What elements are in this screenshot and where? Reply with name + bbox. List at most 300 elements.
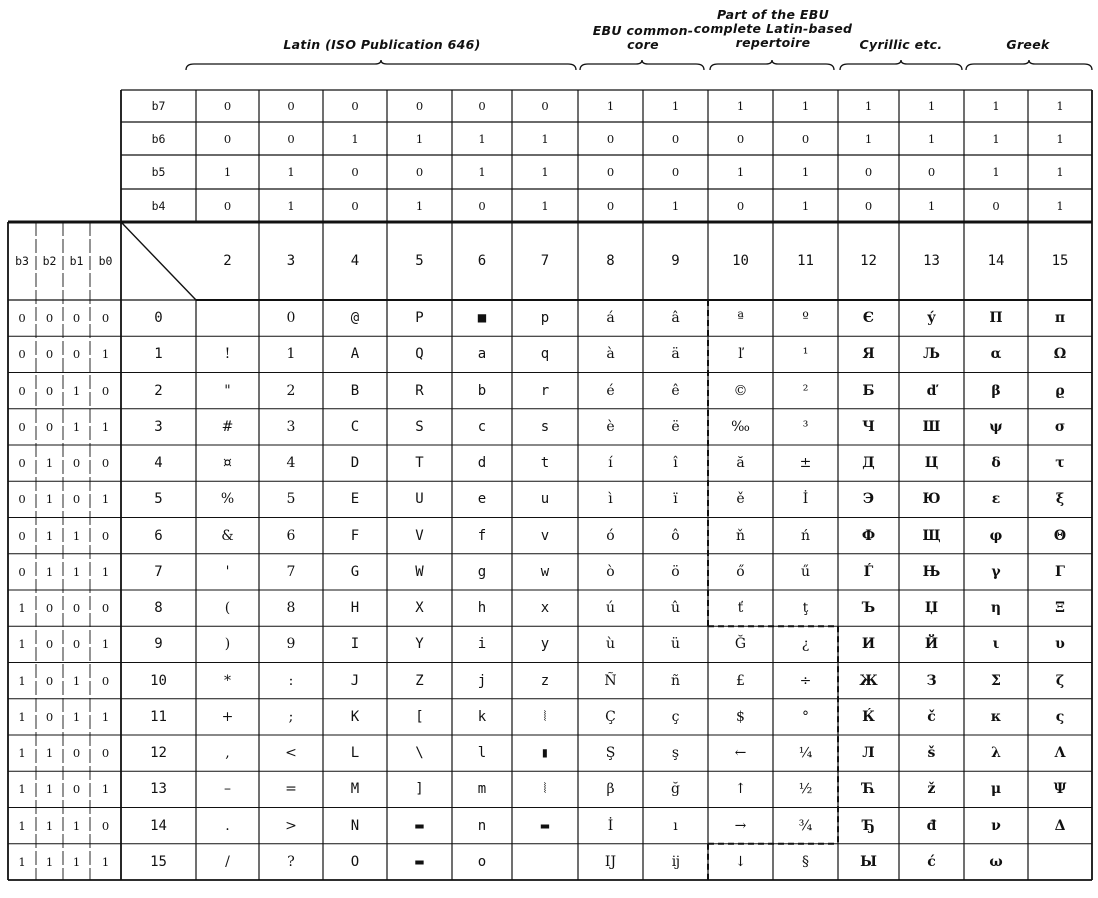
glyph-cell: Z	[415, 672, 424, 689]
glyph-cell: đ	[926, 817, 937, 834]
row-bit-value: 0	[18, 419, 26, 434]
row-bit-value: 1	[72, 419, 81, 434]
col-bit-value: 1	[992, 131, 1000, 146]
glyph-cell: H	[350, 600, 360, 617]
glyph-cell: Ñ	[604, 672, 617, 689]
col-bit-value: 0	[671, 131, 680, 146]
row-bit-value: 1	[18, 709, 26, 724]
glyph-cell: "	[224, 382, 231, 399]
glyph-cell: 7	[286, 563, 296, 580]
col-bit-value: 1	[351, 131, 359, 146]
row-number: 11	[150, 708, 167, 725]
glyph-cell: Θ	[1053, 527, 1067, 544]
group-header-latin: Latin (ISO Publication 646)	[283, 37, 481, 52]
row-bit-value: 0	[45, 601, 54, 616]
column-number: 7	[540, 253, 550, 269]
row-bit-value: 1	[18, 637, 26, 652]
glyph-cell	[1028, 844, 1092, 880]
row-bit-value: 0	[72, 492, 81, 507]
glyph-cell: ¾	[798, 817, 813, 834]
column-number: 13	[923, 253, 940, 269]
glyph-cell: t	[540, 455, 550, 472]
glyph-cell: *	[224, 672, 231, 689]
glyph-cell: Д	[862, 455, 875, 472]
glyph-cell: '	[225, 563, 230, 580]
glyph-cell: φ	[989, 527, 1003, 544]
glyph-cell: M	[350, 781, 360, 798]
glyph-cell: ³	[802, 418, 809, 435]
glyph-cell: /	[225, 853, 230, 870]
col-bit-value: 0	[478, 99, 486, 113]
row-bit-value: 1	[101, 709, 110, 724]
col-bit-value: 1	[1056, 165, 1064, 179]
glyph-cell: β	[606, 781, 615, 798]
glyph-cell: ç	[671, 708, 680, 725]
col-bit-value: 0	[992, 198, 1000, 213]
glyph-cell: ■	[477, 310, 487, 327]
glyph-cell: ò	[606, 563, 615, 580]
glyph-cell: è	[606, 418, 615, 435]
row-bit-value: 0	[18, 564, 26, 579]
glyph-cell: ı	[673, 817, 678, 834]
col-bit-value: 1	[864, 131, 873, 146]
glyph-cell: §	[802, 853, 809, 870]
glyph-cell: f	[477, 527, 487, 544]
col-bit-value: 0	[671, 165, 680, 179]
group-header-ebu-common-core: EBU common-core	[592, 23, 694, 52]
glyph-cell: ↓	[734, 853, 747, 870]
row-bit-value: 1	[45, 456, 54, 471]
glyph-cell: B	[350, 382, 360, 399]
row-bit-value: 0	[72, 347, 81, 362]
col-bit-value: 1	[478, 165, 486, 179]
glyph-cell: S	[415, 418, 424, 435]
row-bit-value: 0	[72, 746, 81, 761]
glyph-cell: –	[224, 781, 231, 798]
col-bit-value: 1	[223, 165, 232, 179]
glyph-cell: κ	[990, 708, 1002, 725]
glyph-cell: >	[285, 817, 297, 834]
glyph-cell: σ	[1054, 418, 1066, 435]
glyph-cell: ¼	[798, 745, 813, 762]
glyph-cell: ì	[608, 491, 613, 508]
glyph-cell: →	[734, 817, 747, 834]
glyph-cell: Π	[989, 310, 1003, 327]
glyph-cell: Л	[862, 745, 875, 762]
row-bit-value: 1	[101, 637, 110, 652]
row-number: 15	[150, 853, 167, 870]
row-bit-value: 1	[18, 818, 26, 833]
glyph-cell: ⦚	[543, 708, 547, 725]
glyph-cell: ,	[225, 745, 230, 762]
row-number: 10	[150, 672, 167, 689]
glyph-cell: V	[415, 527, 424, 544]
row-bit-value: 0	[72, 456, 81, 471]
row-bit-value: 0	[101, 528, 110, 543]
row-bit-value: 0	[72, 601, 81, 616]
glyph-cell: Ж	[859, 672, 878, 689]
glyph-cell: ι	[992, 636, 1000, 653]
row-bit-value: 1	[101, 854, 110, 869]
glyph-cell: ĳ	[671, 853, 680, 870]
row-number: 6	[154, 527, 163, 544]
col-bit-value: 1	[864, 99, 873, 113]
glyph-cell: ş	[671, 745, 680, 762]
glyph-cell: 6	[286, 527, 296, 544]
row-number: 12	[150, 745, 167, 762]
glyph-cell: υ	[1055, 636, 1065, 653]
row-bit-value: 0	[45, 637, 54, 652]
glyph-cell: u	[540, 491, 550, 508]
glyph-cell: ő	[736, 563, 745, 580]
glyph-cell: Ц	[924, 455, 939, 472]
glyph-cell: K	[350, 708, 360, 725]
row-bit-value: 0	[101, 456, 110, 471]
row-bit-value: 1	[101, 782, 110, 797]
col-bit-value: 1	[541, 198, 549, 213]
col-bit-value: 1	[287, 165, 295, 179]
row-bit-value: 0	[45, 709, 54, 724]
col-bit-value: 1	[541, 165, 549, 179]
col-bit-value: 1	[992, 165, 1000, 179]
col-bit-value: 1	[1056, 99, 1064, 113]
col-bit-value: 0	[478, 198, 486, 213]
glyph-cell: ü	[670, 636, 681, 653]
glyph-cell: ▬	[540, 817, 550, 834]
glyph-cell: C	[350, 418, 360, 435]
column-number: 6	[477, 253, 487, 269]
row-number: 9	[154, 636, 163, 653]
glyph-cell: r	[540, 382, 550, 399]
row-bit-value: 0	[72, 782, 81, 797]
glyph-cell: d	[477, 455, 487, 472]
glyph-cell: â	[671, 310, 680, 327]
row-bit-value: 1	[18, 782, 26, 797]
glyph-cell: Ш	[922, 418, 941, 435]
glyph-cell: ϱ	[1055, 382, 1065, 399]
glyph-cell: Ђ	[862, 817, 875, 834]
glyph-cell: Σ	[991, 672, 1001, 689]
row-number: 14	[150, 817, 167, 834]
glyph-cell: w	[540, 563, 550, 580]
glyph-cell: q	[540, 346, 550, 363]
glyph-cell: И	[861, 636, 876, 653]
row-bit-label: b3	[15, 254, 29, 268]
glyph-cell: D	[350, 455, 360, 472]
glyph-cell: $	[736, 708, 745, 725]
col-bit-value: 0	[736, 131, 745, 146]
glyph-cell: J	[350, 672, 360, 689]
glyph-cell: β	[991, 382, 1001, 399]
glyph-cell: 2	[286, 382, 296, 399]
glyph-cell: º	[802, 310, 809, 327]
column-number: 14	[987, 253, 1005, 269]
col-bit-value: 0	[223, 198, 232, 213]
col-bit-value: 0	[864, 198, 873, 213]
glyph-cell: η	[990, 600, 1002, 617]
glyph-cell: T	[415, 455, 424, 472]
col-bit-value: 0	[927, 165, 936, 179]
glyph-cell: .	[225, 817, 230, 834]
glyph-cell: 8	[286, 600, 296, 617]
col-bit-value: 1	[801, 99, 810, 113]
glyph-cell: \	[415, 745, 424, 762]
glyph-cell: ©	[733, 382, 748, 399]
glyph-cell: ť	[737, 600, 744, 617]
glyph-cell: Ф	[861, 527, 876, 544]
glyph-cell: ď	[926, 382, 937, 399]
glyph-cell: γ	[991, 563, 1001, 580]
col-bit-value: 0	[864, 165, 873, 179]
row-bit-value: 1	[101, 492, 110, 507]
col-bit-value: 0	[415, 99, 424, 113]
row-bit-value: 1	[72, 564, 81, 579]
row-bit-value: 1	[45, 528, 54, 543]
col-bit-value: 1	[736, 165, 745, 179]
glyph-cell: Ψ	[1053, 781, 1067, 798]
column-number: 15	[1051, 253, 1069, 269]
glyph-cell: =	[285, 781, 297, 798]
group-brace	[840, 60, 962, 70]
glyph-cell: #	[221, 418, 234, 435]
row-bit-value: 1	[45, 746, 54, 761]
row-bit-value: 1	[45, 818, 54, 833]
col-bit-value: 0	[606, 165, 615, 179]
glyph-cell: Џ	[924, 600, 939, 617]
glyph-cell: Я	[862, 346, 875, 363]
column-number: 11	[797, 253, 814, 269]
glyph-cell: α	[990, 346, 1002, 363]
row-bit-value: 0	[45, 347, 54, 362]
glyph-cell: ô	[671, 527, 680, 544]
row-bit-value: 1	[72, 854, 81, 869]
glyph-cell: ς	[1055, 708, 1065, 725]
row-bit-value: 0	[101, 818, 110, 833]
glyph-cell: U	[415, 491, 424, 508]
row-bit-value: 0	[18, 311, 26, 326]
glyph-cell: ù	[605, 636, 616, 653]
column-number: 5	[415, 253, 424, 269]
glyph-cell: y	[540, 636, 550, 653]
glyph-cell: F	[350, 527, 360, 544]
glyph-cell: δ	[991, 455, 1001, 472]
glyph-cell: à	[606, 346, 615, 363]
glyph-cell: ó	[606, 527, 615, 544]
glyph-cell: x	[540, 600, 550, 617]
glyph-cell	[512, 844, 578, 880]
col-bit-value: 1	[415, 131, 424, 146]
row-number: 4	[154, 455, 163, 472]
col-bit-value: 1	[606, 99, 615, 113]
col-bit-value: 0	[223, 99, 232, 113]
row-number: 0	[154, 310, 163, 327]
glyph-cell: ă	[736, 455, 745, 472]
col-bit-value: 0	[606, 198, 615, 213]
glyph-cell: Ω	[1053, 346, 1067, 363]
glyph-cell: °	[802, 708, 809, 725]
row-bit-value: 1	[101, 564, 110, 579]
column-number: 8	[606, 253, 615, 269]
glyph-cell: )	[224, 636, 231, 653]
glyph-cell: ľ	[738, 346, 743, 363]
col-bit-value: 0	[287, 131, 295, 146]
glyph-cell: z	[540, 672, 550, 689]
glyph-cell: Y	[415, 636, 424, 653]
glyph-cell: á	[606, 310, 615, 327]
glyph-cell: h	[477, 600, 487, 617]
col-bit-value: 1	[1056, 198, 1064, 213]
glyph-cell: p	[540, 310, 550, 327]
glyph-cell: Ћ	[861, 781, 876, 798]
column-number: 4	[350, 253, 360, 269]
row-bit-value: 1	[45, 854, 54, 869]
glyph-cell: c	[477, 418, 487, 435]
row-bit-value: 1	[18, 854, 26, 869]
glyph-cell: 1	[286, 346, 296, 363]
row-bit-value: 0	[18, 383, 26, 398]
col-bit-value: 0	[736, 198, 745, 213]
col-bit-label: b4	[151, 198, 166, 213]
glyph-cell: ½	[798, 781, 813, 798]
col-bit-value: 0	[223, 131, 232, 146]
glyph-cell: ÷	[799, 672, 812, 689]
row-bit-value: 0	[101, 673, 110, 688]
glyph-cell: 3	[286, 418, 296, 435]
col-bit-value: 1	[541, 131, 549, 146]
column-number: 3	[286, 253, 296, 269]
glyph-cell: ψ	[989, 418, 1003, 435]
row-bit-value: 0	[101, 601, 110, 616]
glyph-cell: ‰	[731, 418, 750, 435]
glyph-cell: ğ	[671, 781, 680, 798]
row-bit-value: 0	[101, 383, 110, 398]
row-number: 1	[154, 346, 163, 363]
row-bit-value: 1	[18, 746, 26, 761]
glyph-cell: I	[350, 636, 360, 653]
glyph-cell: R	[415, 382, 424, 399]
glyph-cell: é	[606, 382, 615, 399]
glyph-cell: ?	[287, 853, 295, 870]
row-number: 5	[154, 491, 163, 508]
col-bit-value: 1	[801, 165, 810, 179]
column-number: 2	[223, 253, 232, 269]
glyph-cell: ⦚	[543, 781, 547, 798]
glyph-cell: ±	[799, 455, 812, 472]
glyph-cell: ě	[736, 491, 745, 508]
col-bit-value: 0	[287, 99, 295, 113]
glyph-cell: ξ	[1055, 491, 1065, 508]
glyph-cell: ű	[800, 563, 811, 580]
glyph-cell: £	[736, 672, 745, 689]
row-bit-label: b0	[98, 254, 113, 268]
col-bit-value: 0	[801, 131, 810, 146]
glyph-cell: [	[415, 708, 424, 725]
row-bit-value: 0	[45, 311, 54, 326]
column-number: 12	[860, 253, 877, 269]
glyph-cell: Ъ	[861, 600, 876, 617]
col-bit-value: 0	[351, 99, 359, 113]
glyph-cell: č	[927, 708, 936, 725]
glyph-cell: e	[477, 491, 487, 508]
glyph-cell: û	[670, 600, 681, 617]
glyph-cell: v	[540, 527, 550, 544]
glyph-cell: š	[927, 745, 936, 762]
row-bit-value: 0	[45, 673, 54, 688]
glyph-cell: :	[288, 672, 294, 689]
glyph-cell: ê	[671, 382, 680, 399]
row-bit-value: 0	[45, 383, 54, 398]
glyph-cell: k	[477, 708, 487, 725]
glyph-cell: (	[224, 600, 231, 617]
glyph-cell: ▮	[540, 745, 550, 762]
glyph-cell	[196, 300, 259, 336]
glyph-cell: Ќ	[862, 708, 875, 725]
glyph-cell: ñ	[670, 672, 681, 689]
glyph-cell: ▬	[415, 853, 424, 870]
glyph-cell: π	[1054, 310, 1066, 327]
glyph-cell: g	[477, 563, 487, 580]
glyph-cell: ń	[800, 527, 811, 544]
row-bit-value: 0	[18, 347, 26, 362]
row-number: 13	[150, 781, 167, 798]
glyph-cell: Λ	[1054, 745, 1066, 762]
glyph-cell: ö	[671, 563, 680, 580]
glyph-cell: Ы	[860, 853, 877, 870]
group-header-greek: Greek	[1006, 37, 1050, 52]
glyph-cell: &	[221, 527, 234, 544]
glyph-cell: ;	[288, 708, 294, 725]
glyph-cell: Ĳ	[604, 853, 617, 870]
row-number: 2	[154, 382, 163, 399]
glyph-cell: W	[415, 563, 424, 580]
glyph-cell: ¿	[801, 636, 810, 653]
row-bit-value: 1	[72, 818, 81, 833]
row-bit-label: b1	[69, 254, 84, 268]
glyph-cell: ω	[989, 853, 1003, 870]
glyph-cell: μ	[990, 781, 1002, 798]
glyph-cell: P	[415, 310, 424, 327]
glyph-cell: A	[350, 346, 360, 363]
glyph-cell: ä	[671, 346, 680, 363]
row-bit-value: 0	[18, 492, 26, 507]
glyph-cell: @	[350, 310, 360, 327]
row-bit-value: 1	[72, 383, 81, 398]
col-bit-value: 1	[992, 99, 1000, 113]
glyph-cell: ª	[737, 310, 744, 327]
col-bit-value: 0	[351, 198, 359, 213]
glyph-cell: З	[926, 672, 937, 689]
glyph-cell: ¹	[802, 346, 809, 363]
col-bit-value: 1	[927, 131, 936, 146]
glyph-cell: 0	[286, 310, 296, 327]
glyph-cell: b	[477, 382, 487, 399]
glyph-cell: Ş	[605, 745, 616, 762]
glyph-cell: X	[415, 600, 424, 617]
glyph-cell: E	[350, 491, 360, 508]
col-bit-value: 0	[415, 165, 424, 179]
glyph-cell: L	[350, 745, 360, 762]
row-bit-label: b2	[42, 254, 57, 268]
glyph-cell: Δ	[1054, 817, 1066, 834]
row-number: 7	[154, 563, 163, 580]
glyph-cell: î	[673, 455, 678, 472]
glyph-cell: Ξ	[1055, 600, 1065, 617]
row-bit-value: 0	[45, 419, 54, 434]
row-bit-value: 0	[18, 456, 26, 471]
glyph-cell: τ	[1055, 455, 1065, 472]
glyph-cell: λ	[991, 745, 1001, 762]
glyph-cell: 9	[286, 636, 296, 653]
